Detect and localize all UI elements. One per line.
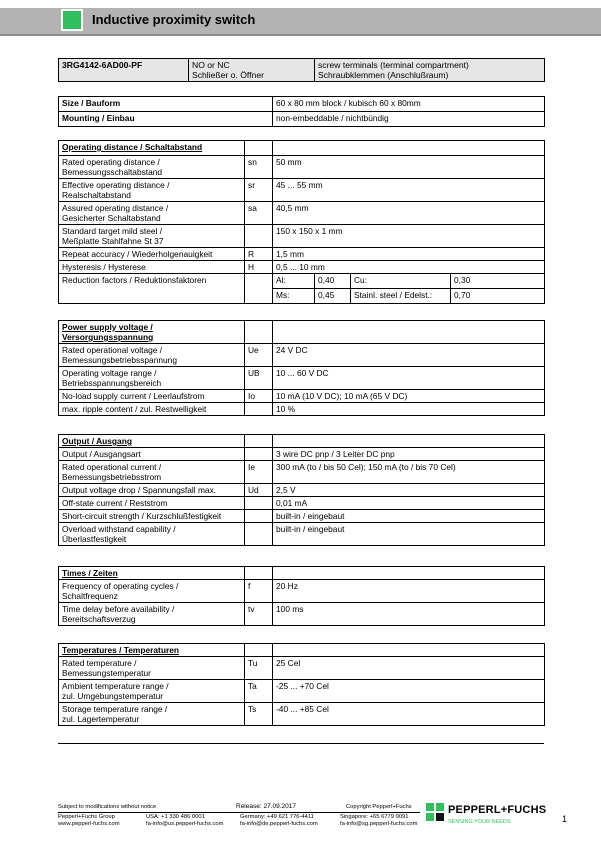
empty-cell xyxy=(245,567,273,580)
row-label: Short-circuit strength / Kurzschlußfestigkeit xyxy=(59,510,245,523)
footer-group xyxy=(58,814,120,828)
row-value: 1,5 mm xyxy=(273,248,545,261)
row-label: Rated operational voltage / Bemessungsbetriebsspannung xyxy=(59,344,245,367)
connection-de: Schraubklemmen (Anschlußraum) xyxy=(318,70,449,80)
row-value: -40 ... +85 Cel xyxy=(273,703,545,726)
table-row xyxy=(59,156,545,179)
table-row xyxy=(59,657,545,680)
brand-tagline: SENSING YOUR NEEDS xyxy=(448,819,511,825)
switching-de: Schließer o. Öffner xyxy=(192,70,264,80)
row-label: Rated operational current / Bemessungsbetriebsstrom xyxy=(59,461,245,484)
table-row xyxy=(59,703,545,726)
row-value: 10 mA (10 V DC); 10 mA (65 V DC) xyxy=(273,390,545,403)
row-value: 20 Hz xyxy=(273,580,545,603)
row-label: max. ripple content / zul. Restwelligkeit xyxy=(59,403,245,416)
section-title: Output / Ausgang xyxy=(59,435,245,448)
brand-name: PEPPERL+FUCHS xyxy=(448,804,547,816)
table-row xyxy=(59,367,545,390)
footer-sg-mail[interactable]: fa-info@sg.pepperl-fuchs.com xyxy=(340,821,418,827)
row-label: Ambient temperature range / zul. Umgebungstemperatur xyxy=(59,680,245,703)
reduction-steel-value: 0,70 xyxy=(451,289,545,304)
footer-usa-mail[interactable]: fa-info@us.pepperl-fuchs.com xyxy=(146,821,224,827)
section-title: Power supply voltage / Versorgungsspannung xyxy=(59,321,245,344)
empty-cell xyxy=(245,435,273,448)
row-value: 2,5 V xyxy=(273,484,545,497)
reduction-cu-value: 0,30 xyxy=(451,274,545,289)
empty-cell xyxy=(273,321,545,344)
row-label: Time delay before availability / Bereitschaftsverzug xyxy=(59,603,245,626)
row-symbol: Ie xyxy=(245,461,273,484)
row-symbol: Ue xyxy=(245,344,273,367)
section-header-row xyxy=(59,567,545,580)
row-value: -25 ... +70 Cel xyxy=(273,680,545,703)
reduction-al: Al: xyxy=(273,274,315,289)
part-number: 3RG4142-6AD00-PF xyxy=(59,59,189,82)
row-symbol xyxy=(245,510,273,523)
row-label: Output / Ausgangsart xyxy=(59,448,245,461)
row-label: Rated operating distance / Bemessungsschaltabstand xyxy=(59,156,245,179)
reduction-cu: Cu: xyxy=(351,274,451,289)
table-row xyxy=(59,484,545,497)
empty-cell xyxy=(245,321,273,344)
power-table xyxy=(58,320,545,416)
table-row xyxy=(59,448,545,461)
row-label: Overload withstand capability / Überlastfestigkeit xyxy=(59,523,245,546)
row-value: built-in / eingebaut xyxy=(273,523,545,546)
table-row xyxy=(59,497,545,510)
row-label: Rated temperature / Bemessungstemperatur xyxy=(59,657,245,680)
row-value: 10 % xyxy=(273,403,545,416)
row-symbol xyxy=(245,225,273,248)
table-row xyxy=(59,390,545,403)
row-label: Hysteresis / Hysterese xyxy=(59,261,245,274)
table-row xyxy=(59,403,545,416)
page-number: 1 xyxy=(562,814,568,824)
product-header-table xyxy=(58,58,545,82)
row-symbol: sr xyxy=(245,179,273,202)
footer-web[interactable]: www.pepperl-fuchs.com xyxy=(58,821,120,827)
reduction-steel: Stainl. steel / Edelst.: xyxy=(351,289,451,304)
table-row xyxy=(59,680,545,703)
row-label: Assured operating distance / Gesicherter Schaltabstand xyxy=(59,202,245,225)
table-row xyxy=(59,523,545,546)
table-row xyxy=(59,202,545,225)
connection-en: screw terminals (terminal compartment) xyxy=(318,60,469,70)
footer-usa xyxy=(146,814,223,828)
row-symbol: sn xyxy=(245,156,273,179)
table-row xyxy=(59,225,545,248)
empty-cell xyxy=(273,567,545,580)
switching-en: NO or NC xyxy=(192,60,230,70)
row-value: 50 mm xyxy=(273,156,545,179)
size-value: 60 x 80 mm block / kubisch 60 x 80mm xyxy=(273,97,545,112)
reduction-ms: Ms: xyxy=(273,289,315,304)
section-header-row xyxy=(59,321,545,344)
empty-cell xyxy=(245,644,273,657)
row-value: 24 V DC xyxy=(273,344,545,367)
row-symbol: Ta xyxy=(245,680,273,703)
footer-de-mail[interactable]: fa-info@de.pepperl-fuchs.com xyxy=(240,821,318,827)
table-row xyxy=(59,461,545,484)
footer-divider xyxy=(58,743,544,744)
row-value: 100 ms xyxy=(273,603,545,626)
table-row xyxy=(59,248,545,261)
table-row xyxy=(59,510,545,523)
brand-logo xyxy=(426,803,547,829)
row-symbol: f xyxy=(245,580,273,603)
row-value: 25 Cel xyxy=(273,657,545,680)
row-label: Off-state current / Reststrom xyxy=(59,497,245,510)
row-label: Output voltage drop / Spannungsfall max. xyxy=(59,484,245,497)
row-label: Effective operating distance / Realschaltabstand xyxy=(59,179,245,202)
row-symbol: Ts xyxy=(245,703,273,726)
row-value: built-in / eingebaut xyxy=(273,510,545,523)
row-label: Storage temperature range / zul. Lagertemperatur xyxy=(59,703,245,726)
general-table xyxy=(58,96,545,127)
switching-function xyxy=(189,59,315,82)
size-label: Size / Bauform xyxy=(59,97,273,112)
pepperl-fuchs-logo-icon xyxy=(426,803,444,821)
times-table xyxy=(58,566,545,626)
table-row xyxy=(59,344,545,367)
output-table xyxy=(58,434,545,546)
connection-type xyxy=(315,59,545,82)
row-label: No-load supply current / Leerlaufstrom xyxy=(59,390,245,403)
footer-copyright: Copyright Pepperl+Fuchs xyxy=(346,804,412,810)
section-header-row xyxy=(59,435,545,448)
row-symbol xyxy=(245,403,273,416)
temperatures-table xyxy=(58,643,545,726)
row-value: 40,5 mm xyxy=(273,202,545,225)
footer-germany xyxy=(240,814,318,828)
footer-usa-phone: USA: +1 330 486 0001 xyxy=(146,814,205,820)
row-symbol: Io xyxy=(245,390,273,403)
row-value: 10 ... 60 V DC xyxy=(273,367,545,390)
footer-sg-phone: Singapore: +65 6779 9091 xyxy=(340,814,409,820)
row-symbol: tv xyxy=(245,603,273,626)
row-value: 150 x 150 x 1 mm xyxy=(273,225,545,248)
row-symbol: H xyxy=(245,261,273,274)
section-title: Temperatures / Temperaturen xyxy=(59,644,245,657)
row-value: 0,5 ... 10 mm xyxy=(273,261,545,274)
footer-group-name: Pepperl+Fuchs Group xyxy=(58,814,115,820)
row-label: Operating voltage range / Betriebsspannungsbereich xyxy=(59,367,245,390)
reduction-ms-value: 0,45 xyxy=(315,289,351,304)
reduction-label: Reduction factors / Reduktionsfaktoren xyxy=(59,274,245,304)
row-value: 45 ... 55 mm xyxy=(273,179,545,202)
section-title: Operating distance / Schaltabstand xyxy=(59,141,245,156)
row-symbol xyxy=(245,448,273,461)
footer-release: Release: 27.09.2017 xyxy=(236,803,296,810)
page-title: Inductive proximity switch xyxy=(92,12,256,27)
mounting-label: Mounting / Einbau xyxy=(59,112,273,127)
row-symbol xyxy=(245,497,273,510)
row-symbol: R xyxy=(245,248,273,261)
section-header-row xyxy=(59,644,545,657)
row-symbol: Ud xyxy=(245,484,273,497)
footer-singapore xyxy=(340,814,417,828)
empty-cell xyxy=(273,644,545,657)
operating-table xyxy=(58,140,545,304)
row-symbol: UB xyxy=(245,367,273,390)
row-symbol: Tu xyxy=(245,657,273,680)
footer-de-phone: Germany: +49 621 776-4411 xyxy=(240,814,314,820)
row-symbol xyxy=(245,523,273,546)
mounting-value: non-embeddable / nichtbündig xyxy=(273,112,545,127)
header-bar xyxy=(0,8,601,36)
table-row xyxy=(59,603,545,626)
footer-notice: Subject to modifications without notice xyxy=(58,804,157,810)
row-symbol: sa xyxy=(245,202,273,225)
row-label: Frequency of operating cycles / Schaltfrequenz xyxy=(59,580,245,603)
row-value: 0,01 mA xyxy=(273,497,545,510)
empty-cell xyxy=(273,435,545,448)
row-value: 3 wire DC pnp / 3 Leiter DC pnp xyxy=(273,448,545,461)
green-square-icon xyxy=(61,9,83,31)
row-label: Repeat accuracy / Wiederholgenauigkeit xyxy=(59,248,245,261)
footer-divider-2 xyxy=(58,812,420,813)
section-title: Times / Zeiten xyxy=(59,567,245,580)
table-row xyxy=(59,261,545,274)
row-value: 300 mA (to / bis 50 Cel); 150 mA (to / bis 70 Cel) xyxy=(273,461,545,484)
table-row xyxy=(59,580,545,603)
row-label: Standard target mild steel / Meßplatte Stahlfahne St 37 xyxy=(59,225,245,248)
reduction-al-value: 0,40 xyxy=(315,274,351,289)
table-row xyxy=(59,179,545,202)
